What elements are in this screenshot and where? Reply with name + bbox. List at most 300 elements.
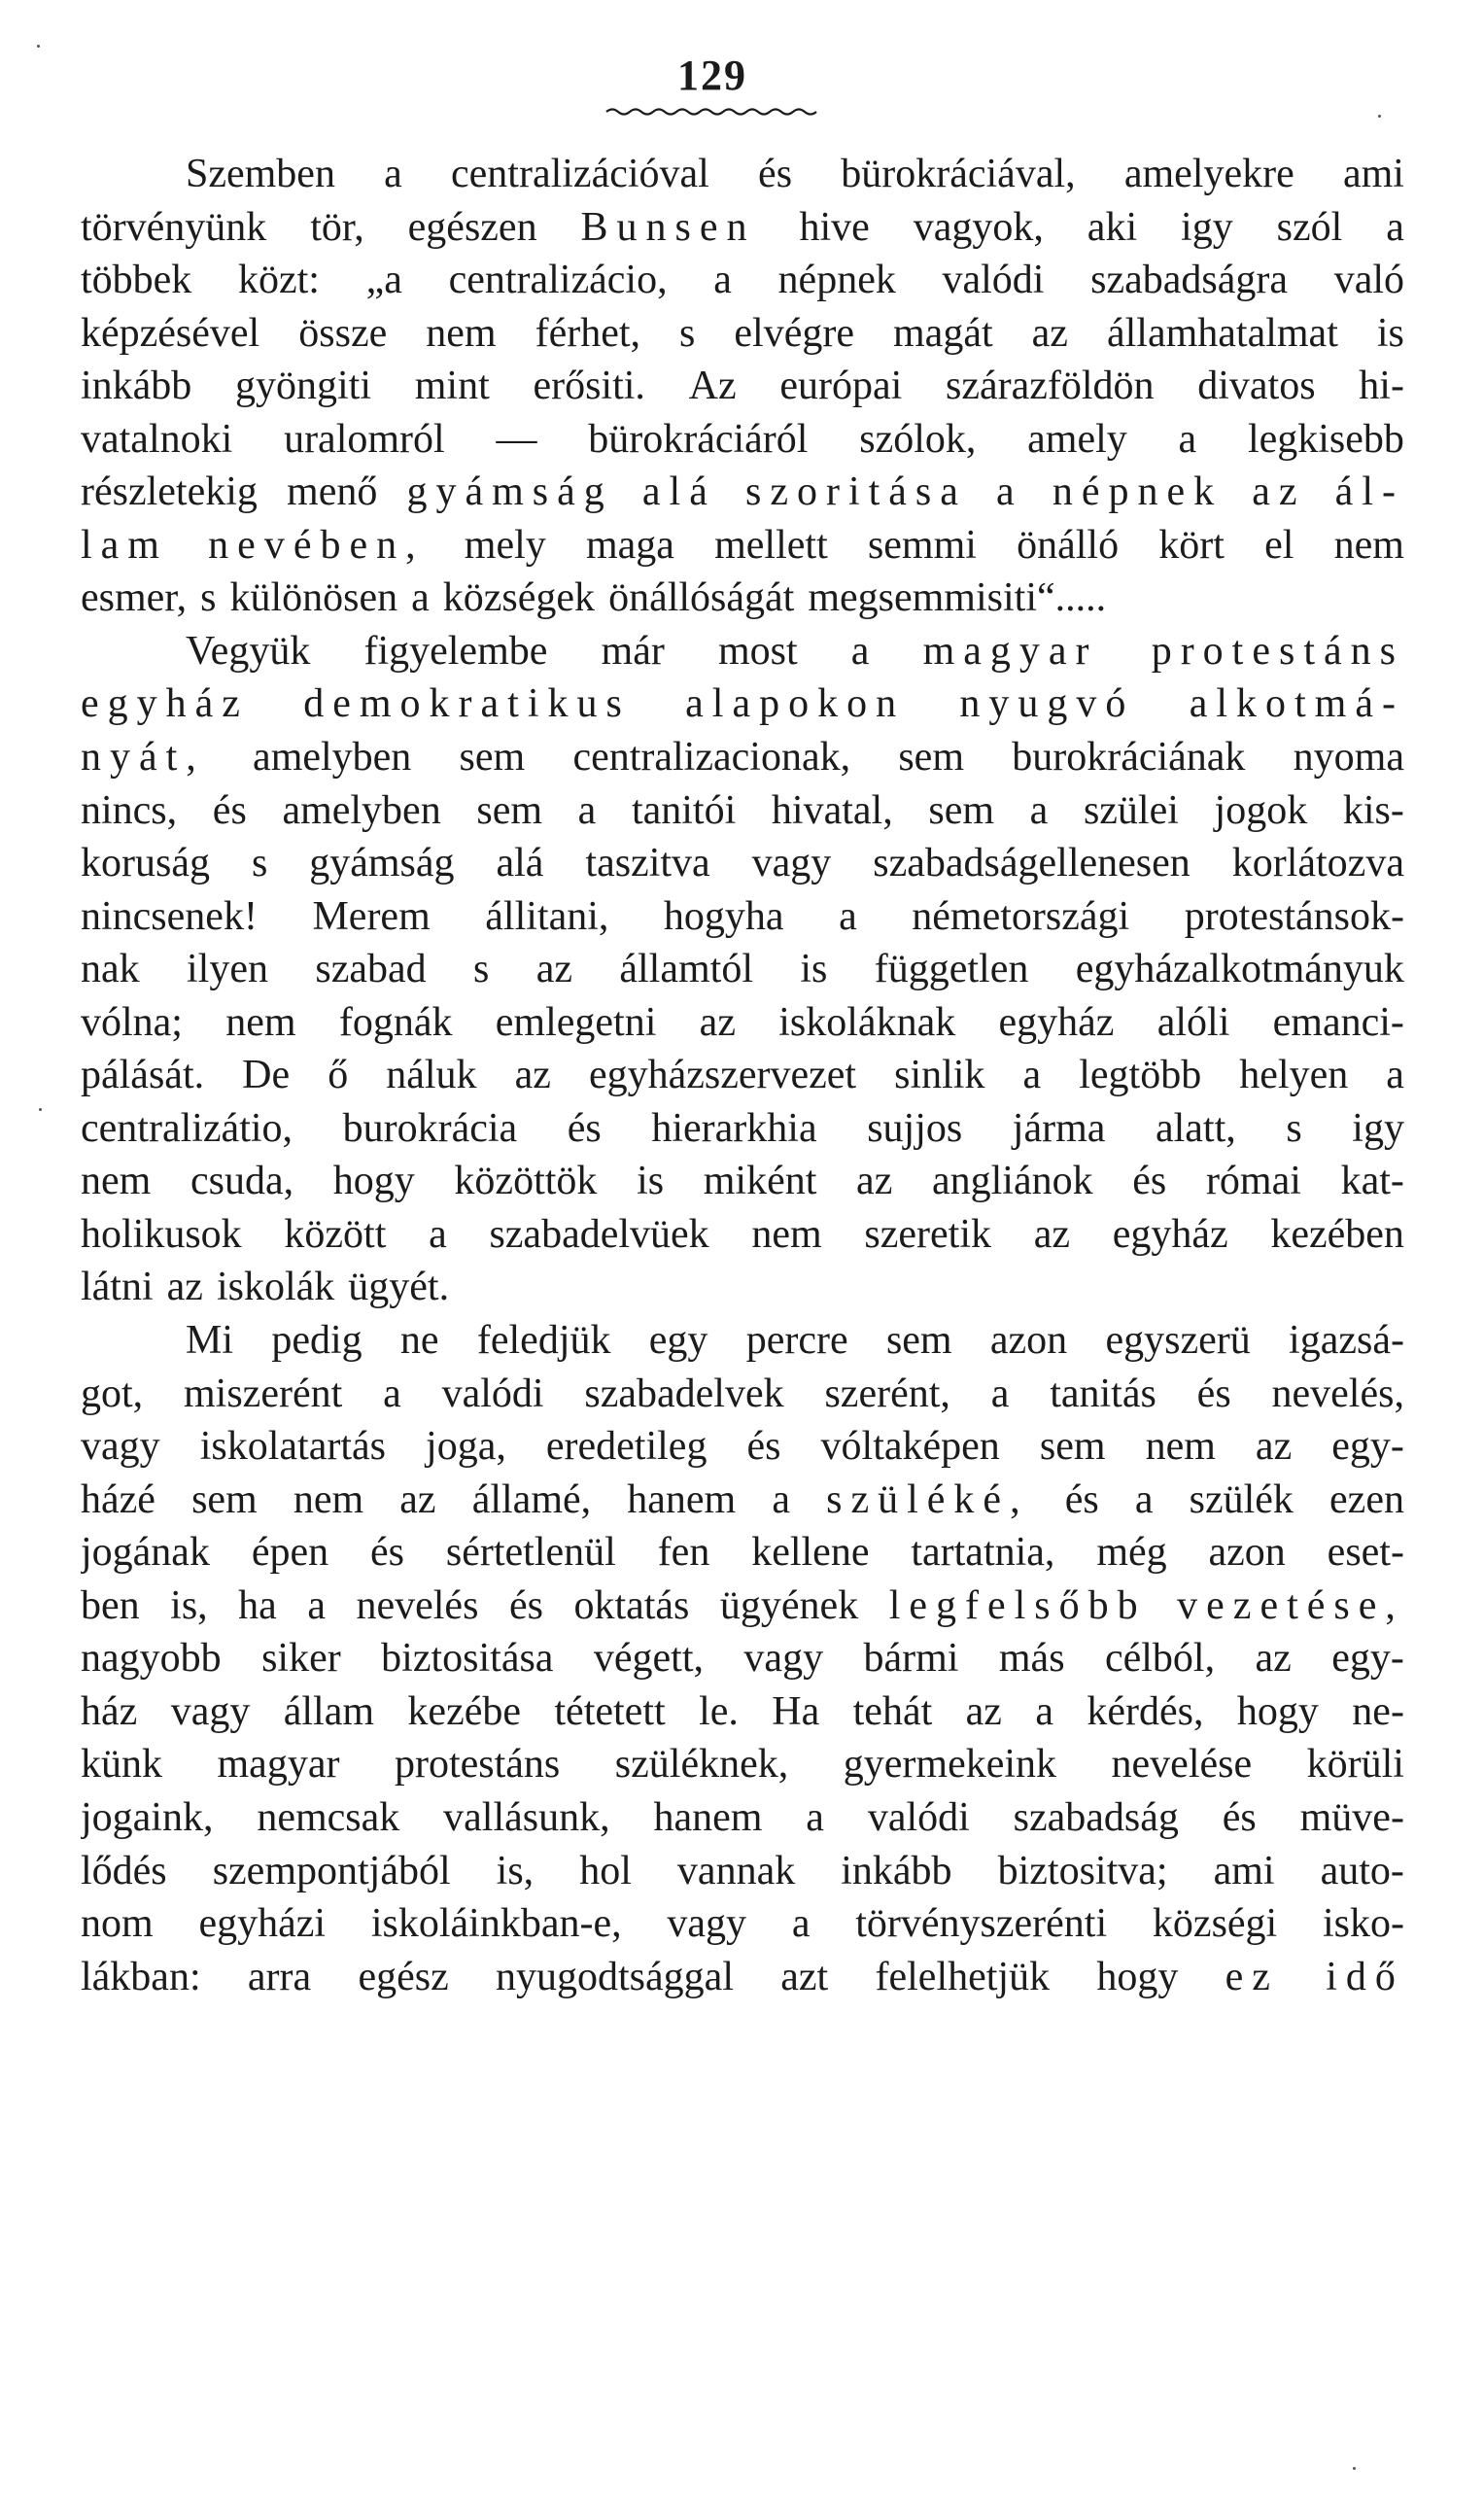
word: s [251,841,268,886]
text-line [81,1474,1404,1527]
word: bármi [863,1636,959,1682]
word: nyát, [81,735,205,781]
word: legfelsőbb [888,1582,1147,1628]
text-line [81,1951,1404,2004]
word: hol [579,1848,632,1893]
word: inkább [81,364,192,409]
word: azon [989,1318,1068,1364]
word: többek [81,258,192,303]
word: népnek [777,258,896,303]
text-line [81,1208,1404,1262]
word: még [1096,1530,1167,1576]
word: az [399,1476,436,1522]
word: végett, [593,1636,704,1682]
word: egyház [81,681,249,727]
word: iskoláinkban-e, [370,1901,622,1947]
text-line [81,1261,1404,1314]
word: ha [238,1582,277,1628]
word: hierarkhia [651,1105,817,1151]
word: protestáns [394,1742,561,1788]
word: is [800,947,828,992]
word: megsemmisiti“..... [808,575,1107,621]
word: amely [1027,416,1127,462]
word: szeretik [864,1211,991,1257]
word: állitani, [485,893,609,939]
word: a [384,152,402,196]
word: és [1132,1159,1167,1204]
word: házé [81,1476,155,1522]
word: inkább [841,1848,952,1893]
word: a [713,258,732,303]
text-line [81,307,1404,361]
word: és [1222,1794,1257,1840]
word: burokrácia [342,1105,518,1151]
word: idő [1326,1954,1404,1999]
word: magyar [922,628,1098,674]
page-number: 129 [677,52,747,99]
text-line [81,890,1404,944]
word: sem [459,735,526,781]
word: a [1029,787,1049,833]
word: magyar [217,1742,340,1788]
word: törvényszerénti [855,1901,1108,1947]
word: aki [1087,204,1138,250]
word: centralizácio, [448,258,668,303]
word: hive [799,204,870,250]
word: csuda, [190,1159,294,1204]
word: magát [893,310,993,356]
word: a [839,893,857,939]
word: tanitás [1050,1371,1156,1416]
word: az [1255,1636,1292,1682]
word: nem [751,1211,822,1257]
text-line [81,1049,1404,1102]
word: divatos [1197,364,1316,409]
word: most [717,628,798,674]
word: gyermekeink [843,1742,1057,1788]
text-line [81,1368,1404,1421]
word: valódi [942,258,1045,303]
word: sem [476,787,542,833]
word: az [699,999,736,1045]
word: erősiti. [533,364,645,409]
word: eredetileg [545,1424,707,1470]
word: iskoláknak [778,999,956,1045]
word: római [1205,1159,1301,1204]
word: hivatal, [771,787,893,833]
word: szabadelvek [584,1371,784,1416]
text-line [81,1314,1404,1368]
word: lődés [81,1848,167,1893]
word: vagyok, [913,204,1044,250]
word: De [242,1053,291,1098]
word: sinlik [894,1053,985,1098]
word: nevelése [1111,1742,1253,1788]
word: ál- [1334,469,1404,515]
text-line [81,1845,1404,1898]
word: egyházszervezet [588,1053,857,1098]
word: kis- [1342,787,1404,833]
word: fen [657,1530,710,1576]
text-line [81,519,1404,573]
word: — [496,416,537,462]
word: emanci- [1272,999,1404,1045]
word: kezében [1270,1211,1404,1257]
word: oktatás [573,1582,690,1628]
word: az [965,1688,1002,1734]
word: szüléké, [826,1476,1029,1522]
word: valódi [441,1371,544,1416]
word: az [514,1053,551,1098]
text-line [81,572,1404,625]
scan-speck [39,1108,42,1111]
word: a [791,1901,811,1947]
word: pedig [271,1318,362,1364]
word: nak [81,947,140,992]
word: hanem [653,1794,763,1840]
word: legkisebb [1247,416,1404,462]
word: kat- [1340,1159,1404,1204]
word: náluk [386,1053,477,1098]
word: miszerént [184,1371,343,1416]
word: ami [1342,152,1404,196]
word: a [850,628,870,674]
word: kérdés, [1087,1688,1204,1734]
word: s [473,947,490,992]
word: egyházi [198,1901,327,1947]
word: vagy [170,1688,251,1734]
word: egyház [998,999,1115,1045]
word: ügyének [719,1582,859,1628]
word: semmi [867,522,977,568]
word: Merem [312,893,431,939]
word: különösen [229,575,398,621]
text-line [81,1155,1404,1208]
text-line [81,1738,1404,1791]
word: figyelembe [363,628,548,674]
ornament-rule [604,105,818,119]
word: szabadságra [1090,258,1289,303]
word: és [567,1105,602,1151]
word: tehát [852,1688,933,1734]
word: emlegetni [495,999,657,1045]
word: az [535,947,573,992]
text-line [81,784,1404,838]
word: vagy [667,1901,747,1947]
word: a [1386,1053,1404,1098]
word: közöttök [454,1159,598,1204]
word: ami [1213,1848,1275,1893]
word: feledjük [476,1318,611,1364]
word: a [411,575,430,621]
word: egyházalkotmányuk [1075,947,1404,992]
word: körüli [1306,1742,1404,1788]
word: centralizacionak, [572,735,851,781]
word: eset- [1327,1530,1404,1576]
word: a [772,1476,790,1522]
text-line [81,731,1404,784]
word: ne- [1352,1688,1404,1734]
word: angliánok [932,1159,1093,1204]
word: célból, [1104,1636,1216,1682]
word: „a [365,258,402,303]
word: államtól [619,947,754,992]
word: holikusok [81,1211,242,1257]
word: férhet, [535,310,641,356]
word: joga, [426,1424,506,1470]
word: sem [191,1476,258,1522]
word: a [307,1582,326,1628]
word: Az [688,364,737,409]
word: ne [399,1318,439,1364]
word: bürokráciával, [841,152,1076,196]
word: sem [928,787,994,833]
text-line [81,254,1404,307]
word: iskolák [216,1265,335,1310]
word: el [1264,522,1294,568]
word: vatalnoki [81,416,233,462]
word: esmer, [81,575,188,621]
word: vezetése, [1177,1582,1404,1628]
word: a [1035,1688,1053,1734]
word: nem [1333,522,1404,568]
scan-speck [1353,2467,1356,2470]
word: percre [745,1318,848,1364]
word: nem [225,999,296,1045]
word: és [758,152,793,196]
word: Bunsen [580,204,756,250]
word: s [679,310,696,356]
word: Vegyük [186,628,311,674]
word: vallásunk, [443,1794,610,1840]
word: egész [358,1954,449,1999]
word: szárazföldön [945,364,1155,409]
word: is, [496,1848,535,1893]
word: nincsenek! [81,893,258,939]
word: európai [779,364,903,409]
word: ő [328,1053,349,1098]
word: felelhetjük [875,1954,1051,1999]
text-line [81,148,1404,201]
word: is [1376,310,1404,356]
word: való [1333,258,1404,303]
word: igy [1352,1105,1404,1151]
text-line [81,1897,1404,1951]
word: nevében, [208,522,425,568]
word: hogyha [663,893,784,939]
text-line [81,1632,1404,1685]
word: nyoma [1293,735,1404,781]
word: vólna; [81,999,183,1045]
word: got, [81,1371,144,1416]
word: helyen [1239,1053,1349,1098]
word: demokratikus [303,681,631,727]
word: amelyben [253,735,412,781]
text-line [81,1685,1404,1739]
text-line [81,837,1404,890]
word: egészen [407,204,537,250]
word: egy [648,1318,708,1364]
word: miként [703,1159,817,1204]
word: össze [298,310,388,356]
text-line [81,1791,1404,1845]
word: törvényünk [81,204,267,250]
word: az [1252,469,1306,515]
word: menő [287,469,378,515]
word: kellene [751,1530,870,1576]
word: jogának [81,1530,210,1576]
text-line [81,1526,1404,1580]
word: nem [426,310,497,356]
word: a [1178,416,1197,462]
word: siker [261,1636,341,1682]
word: hi- [1359,364,1404,409]
word: szabadelvüek [489,1211,709,1257]
text-line [81,1420,1404,1474]
word: közt: [237,258,320,303]
word: a [806,1794,824,1840]
word: jogok [1214,787,1308,833]
word: önálló [1017,522,1120,568]
word: maga [585,522,674,568]
word: nemcsak [257,1794,400,1840]
word: nem [1145,1424,1216,1470]
word: arra [247,1954,312,1999]
word: nem [81,1159,152,1204]
word: független [874,947,1029,992]
word: mely [464,522,546,568]
word: szólok, [859,416,977,462]
word: le. [699,1688,739,1734]
word: gyámság [406,469,613,515]
word: igazsá- [1289,1318,1404,1364]
word: nom [81,1901,154,1947]
word: sem [898,735,964,781]
word: s [1286,1105,1302,1151]
word: iskolatartás [199,1424,386,1470]
word: hogy [1096,1954,1179,1999]
word: látni [81,1265,154,1310]
word: Szemben [186,152,335,196]
word: is [637,1159,665,1204]
word: németországi [912,893,1130,939]
word: épen [251,1530,329,1576]
word: a [996,469,1023,515]
word: biztositva; [997,1848,1168,1893]
word: pálását. [81,1053,205,1098]
word: egy- [1331,1636,1404,1682]
word: szülék [1189,1476,1294,1522]
word: müve- [1299,1794,1404,1840]
word: képzésével [81,310,260,356]
word: szabad [315,947,427,992]
word: szülei [1083,787,1179,833]
word: vagy [81,1424,160,1470]
word: alkotmá- [1189,681,1404,727]
word: ház [81,1688,138,1734]
word: biztositása [381,1636,554,1682]
word: mint [414,364,490,409]
word: részletekig [81,469,258,515]
scan-speck [37,45,40,48]
word: kört [1158,522,1225,568]
word: protestáns [1151,628,1404,674]
word: szól [1276,204,1343,250]
word: gyámság [309,841,455,886]
word: azt [780,1954,829,1999]
word: jogaink, [81,1794,214,1840]
word: hanem [627,1476,737,1522]
word: egy- [1331,1424,1404,1470]
word: alóli [1156,999,1230,1045]
word: az [856,1159,893,1204]
word: alá [496,841,544,886]
text-line [81,1580,1404,1633]
text-line [81,677,1404,731]
word: vannak [676,1848,796,1893]
word: gyöngiti [235,364,372,409]
word: lam [81,522,168,568]
text-line [81,360,1404,413]
text-line [81,943,1404,996]
word: nagyobb [81,1636,222,1682]
text-line [81,625,1404,678]
word: más [998,1636,1065,1682]
text-line [81,996,1404,1050]
word: vagy [743,1636,824,1682]
word: centralizációval [451,152,709,196]
word: alá [641,469,716,515]
word: az [166,1265,203,1310]
word: és [212,787,247,833]
word: valódi [867,1794,970,1840]
word: az [1031,310,1068,356]
word: államé, [471,1476,592,1522]
word: ez [1225,1954,1279,1999]
word: uralomról [284,416,445,462]
word: a [577,787,597,833]
word: járma [1012,1105,1106,1151]
word: korlátozva [1231,841,1404,886]
text-line [81,1102,1404,1156]
word: is, [170,1582,208,1628]
text-line [81,413,1404,467]
word: szerént, [824,1371,950,1416]
word: Mi [186,1318,234,1364]
word: nem [293,1476,364,1522]
word: alatt, [1155,1105,1236,1151]
word: már [601,628,665,674]
word: künk [81,1742,162,1788]
word: ilyen [187,947,268,992]
word: sértetlenül [445,1530,616,1576]
word: Ha [772,1688,820,1734]
word: nyugodtsággal [496,1954,734,1999]
word: a [1022,1053,1042,1098]
word: azon [1208,1530,1286,1576]
word: amelyekre [1123,152,1294,196]
word: hogy [1236,1688,1319,1734]
word: nevelés [356,1582,479,1628]
word: a [1386,204,1404,250]
word: sem [1039,1424,1106,1470]
word: vóltaképen [820,1424,1000,1470]
word: legtöbb [1079,1053,1202,1098]
word: ügyét. [348,1265,450,1310]
word: és [508,1582,543,1628]
word: az [1033,1211,1070,1257]
word: és [1064,1476,1099,1522]
